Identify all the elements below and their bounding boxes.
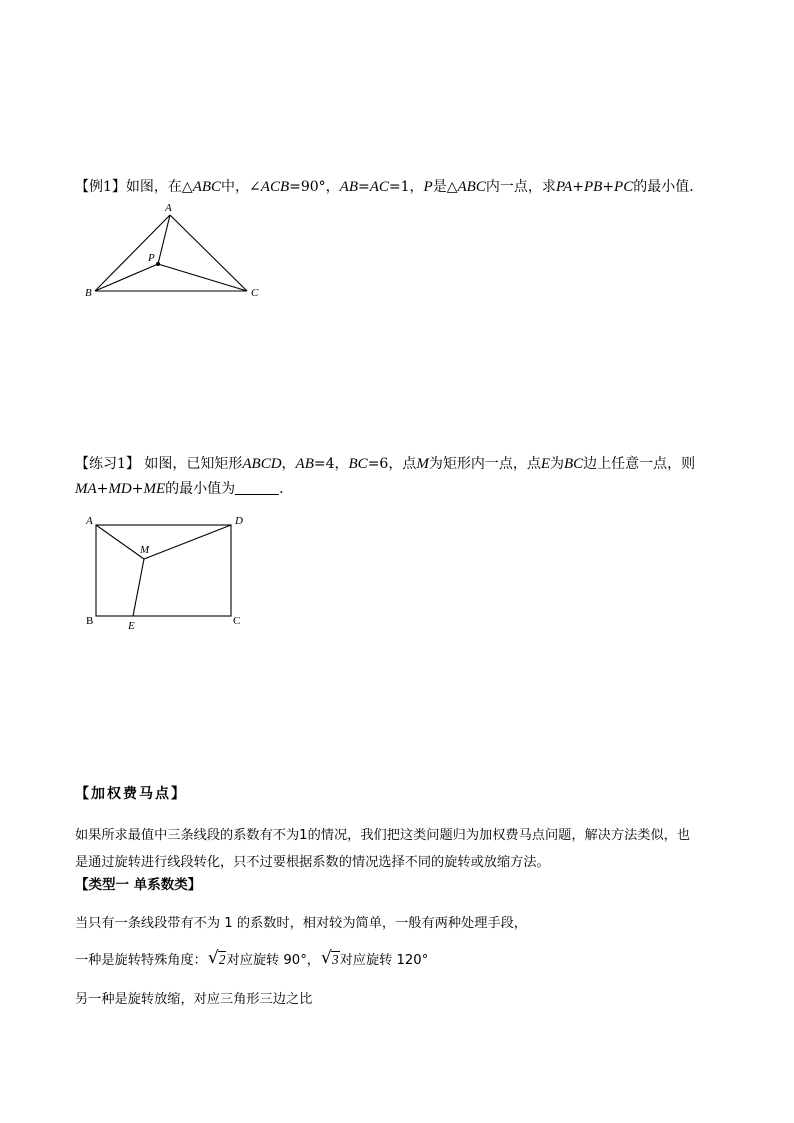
exercise-1-line-2: MA+MD+ME的最小值为 ． (75, 481, 294, 497)
label-a: A (165, 202, 172, 214)
example-1-question: 【例1】如图，在△ABC中，∠ACB=90°，AB=AC=1，P是△ABC内一点，求PA+PB+PC的最小值． (75, 179, 704, 195)
paragraph-1-line-2: 是通过旋转进行线段转化，只不过要根据系数的情况选择不同的旋转或放缩方法。 (75, 855, 550, 870)
paragraph-3: 一种是旋转特殊角度：√ 2对应旋转 90°，√ 3对应旋转 120° (75, 951, 428, 970)
type-1-heading: 【类型一 单系数类】 (75, 877, 202, 893)
label-e: E (128, 620, 135, 632)
paragraph-2: 当只有一条线段带有不为 1 的系数时，相对较为简单，一般有两种处理手段， (75, 916, 527, 931)
exercise-1-line-1: 【练习1】 如图，已知矩形ABCD，AB=4，BC=6，点M为矩形内一点，点E为BC边上任意一点，则 (75, 456, 696, 472)
label-c: C (251, 287, 259, 299)
rectangle-abcd (96, 525, 231, 616)
sqrt-2: √ 2 (209, 951, 227, 970)
paragraph-4: 另一种是旋转放缩，对应三角形三边之比 (75, 992, 313, 1007)
sqrt-3: √ 3 (322, 951, 340, 970)
label-b: B (85, 287, 92, 299)
segment-ma (96, 525, 144, 559)
segment-md (144, 525, 231, 559)
label-m: M (140, 544, 150, 556)
label-p: P (148, 252, 155, 264)
paragraph-1-line-1: 如果所求最值中三条线段的系数有不为1的情况，我们把这类问题归为加权费马点问题，解决方法类似，也 (75, 828, 691, 843)
segment-me (133, 559, 144, 616)
exercise-1-label: 【练习1】 (75, 456, 140, 472)
weighted-fermat-title: 【加权费马点】 (75, 786, 187, 802)
example-1-label: 【例1】 (75, 179, 126, 195)
label-c: C (233, 615, 241, 627)
label-b: B (86, 615, 94, 627)
label-a: A (86, 515, 93, 527)
label-d: D (235, 515, 243, 527)
